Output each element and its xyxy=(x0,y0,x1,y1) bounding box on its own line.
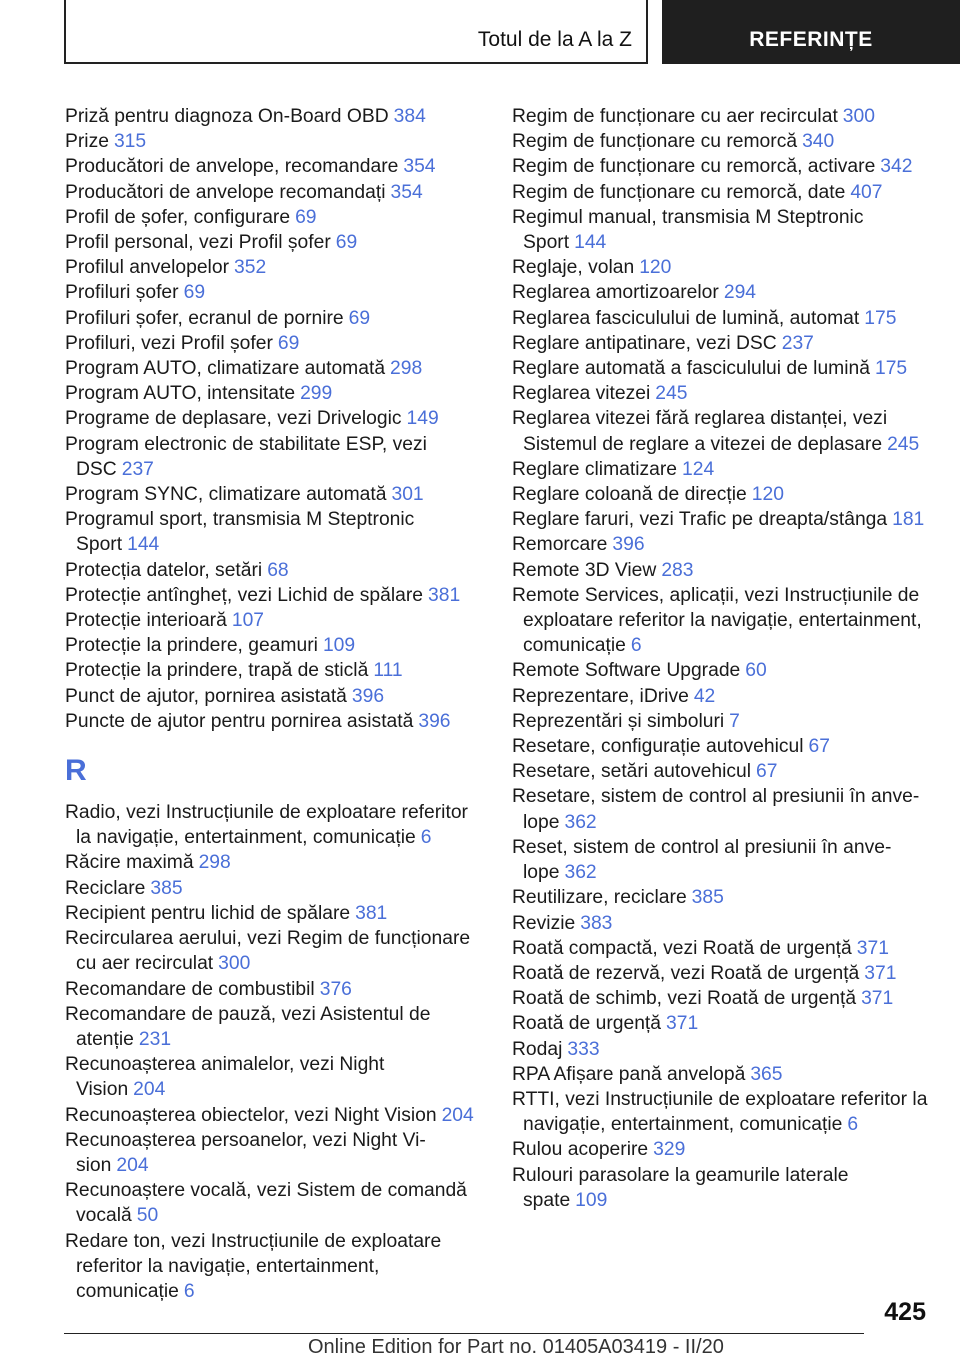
index-entry-page-link[interactable]: 283 xyxy=(661,559,694,581)
index-entry-text: Resetare, setări autovehicul xyxy=(512,761,752,783)
index-entry-page-link[interactable]: 42 xyxy=(693,685,716,707)
index-entry-page-link[interactable]: 342 xyxy=(880,156,913,178)
index-entry xyxy=(65,306,477,331)
index-entry xyxy=(65,356,477,381)
index-entry-text: Regim de funcționare cu aer recirculat xyxy=(512,106,838,127)
index-entry-text: Revizie xyxy=(512,912,576,934)
index-entry-page-link[interactable]: 333 xyxy=(567,1038,600,1060)
index-entry-text: Răcire maximă xyxy=(65,852,194,874)
index-entry xyxy=(65,180,477,205)
index-entry-page-link[interactable]: 298 xyxy=(198,852,231,874)
index-entry-text: Rodaj xyxy=(512,1038,563,1060)
index-entry-page-link[interactable]: 396 xyxy=(612,534,645,556)
index-entry xyxy=(65,850,477,875)
index-entry-text: Reset, sistem de control al presiunii în anvelope xyxy=(512,836,892,884)
index-entry-text: Recircularea aerului, vezi Regim de funcționare cu aer recirculat xyxy=(65,928,471,975)
index-entry-page-link[interactable]: 407 xyxy=(850,181,883,203)
index-entry-page-link[interactable]: 204 xyxy=(116,1154,149,1176)
header-tab[interactable] xyxy=(662,0,960,64)
index-entry-text: Reglarea amortizoarelor xyxy=(512,282,719,304)
index-entry-page-link[interactable]: 294 xyxy=(723,282,757,304)
index-entry xyxy=(65,658,477,683)
index-entry-text: Reglarea fasciculului de lumină, automat xyxy=(512,307,860,329)
index-entry-text: Profiluri șofer xyxy=(65,282,179,304)
index-entry-page-link[interactable]: 69 xyxy=(295,206,317,228)
index-list-r-right xyxy=(512,104,932,1213)
index-entry-page-link[interactable]: 6 xyxy=(630,635,642,657)
index-list-r-left xyxy=(65,800,477,1304)
index-entry-page-link[interactable]: 50 xyxy=(136,1205,159,1227)
index-entry xyxy=(65,381,477,406)
index-entry-text: Reglare climatizare xyxy=(512,458,678,480)
header-section-title: Totul de la A la Z xyxy=(477,28,632,51)
index-entry xyxy=(512,507,932,532)
index-entry xyxy=(512,381,932,406)
index-entry-page-link[interactable]: 385 xyxy=(691,887,724,909)
index-entry xyxy=(65,926,477,976)
index-entry-text: Profil de șofer, configurare xyxy=(65,206,291,228)
index-entry xyxy=(512,154,932,179)
index-entry xyxy=(512,734,932,759)
index-entry-text: Rulouri parasolare la geamurile laterale spate xyxy=(512,1164,849,1211)
index-entry xyxy=(512,532,932,557)
index-entry-page-link[interactable]: 365 xyxy=(750,1063,783,1085)
index-entry-page-link[interactable]: 69 xyxy=(348,307,371,329)
index-entry xyxy=(65,1128,477,1178)
index-entry xyxy=(512,1062,932,1087)
index-entry-text: Roată de rezervă, vezi Roată de urgență xyxy=(512,962,860,984)
index-entry-text: Reglaje, volan xyxy=(512,257,635,279)
index-entry-page-link[interactable]: 354 xyxy=(390,181,423,203)
index-entry xyxy=(512,331,932,356)
index-column-left xyxy=(65,104,477,1304)
index-entry xyxy=(65,432,477,482)
index-entry xyxy=(512,1163,932,1213)
index-entry-page-link[interactable]: 109 xyxy=(575,1189,608,1211)
index-entry-text: Roată de urgență xyxy=(512,1013,662,1035)
index-entry-page-link[interactable]: 7 xyxy=(729,710,740,732)
index-entry-text: Remote Services, aplicații, vezi Instrucțiunile de exploatare referitor la navigație, entertainment, comunicație xyxy=(512,584,922,657)
index-entry-page-link[interactable]: 6 xyxy=(847,1114,859,1136)
index-entry-text: Redare ton, vezi Instrucțiunile de exploatare referitor la navigație, entertainment, comunicație xyxy=(65,1230,442,1302)
index-entry-text: Recipient pentru lichid de spălare xyxy=(65,902,351,924)
index-entry-page-link[interactable]: 352 xyxy=(234,257,267,279)
index-entry-text: Recunoașterea persoanelor, vezi Night Vision xyxy=(65,1129,426,1176)
index-entry-page-link[interactable]: 109 xyxy=(322,635,356,657)
index-entry-page-link[interactable]: 237 xyxy=(781,332,814,354)
index-entry-page-link[interactable]: 120 xyxy=(751,484,784,506)
index-entry-page-link[interactable]: 340 xyxy=(802,131,835,153)
index-entry xyxy=(512,583,932,659)
index-entry xyxy=(65,406,477,431)
index-entry-page-link[interactable]: 299 xyxy=(300,383,333,405)
index-entry-page-link[interactable]: 144 xyxy=(127,534,160,556)
index-entry xyxy=(512,835,932,885)
index-entry-page-link[interactable]: 67 xyxy=(756,761,778,783)
header-section-box xyxy=(64,0,648,64)
index-entry xyxy=(512,709,932,734)
index-entry-text: Programe de deplasare, vezi Drivelogic xyxy=(65,408,402,430)
index-entry-page-link[interactable]: 396 xyxy=(418,710,451,732)
index-entry xyxy=(512,280,932,305)
footer-edition-text: Online Edition for Part no. 01405A03419 - II/20 xyxy=(308,1336,724,1358)
index-entry-page-link[interactable]: 6 xyxy=(420,827,432,849)
index-entry-text: Profiluri șofer, ecranul de pornire xyxy=(65,307,344,329)
index-entry xyxy=(512,129,932,154)
index-entry-page-link[interactable]: 69 xyxy=(277,332,300,354)
index-entry-page-link[interactable]: 149 xyxy=(406,408,439,430)
index-entry-page-link[interactable]: 315 xyxy=(113,131,147,153)
index-entry xyxy=(512,936,932,961)
index-entry-page-link[interactable]: 371 xyxy=(666,1013,699,1035)
section-letter: R xyxy=(65,754,87,788)
index-entry-page-link[interactable]: 371 xyxy=(861,988,894,1010)
index-entry-page-link[interactable]: 381 xyxy=(355,902,388,924)
index-entry-text: Program electronic de stabilitate ESP, vezi DSC xyxy=(65,433,427,480)
index-entry xyxy=(512,406,932,456)
index-entry xyxy=(65,1178,477,1228)
index-entry xyxy=(65,482,477,507)
index-entry xyxy=(65,633,477,658)
index-entry-text: Remote 3D View xyxy=(512,559,657,581)
index-entry-text: Regim de funcționare cu remorcă xyxy=(512,131,798,153)
index-entry-page-link[interactable]: 181 xyxy=(892,509,925,531)
index-entry-page-link[interactable]: 175 xyxy=(864,307,897,329)
index-entry xyxy=(512,457,932,482)
index-entry-text: Reglarea vitezei xyxy=(512,383,651,405)
index-entry xyxy=(65,1229,477,1305)
index-entry-page-link[interactable]: 245 xyxy=(655,383,688,405)
index-entry-page-link[interactable]: 60 xyxy=(745,660,767,682)
index-entry-text: Profil personal, vezi Profil șofer xyxy=(65,232,331,254)
index-entry xyxy=(512,684,932,709)
index-entry-page-link[interactable]: 354 xyxy=(403,156,436,178)
index-entry xyxy=(512,255,932,280)
index-entry-page-link[interactable]: 68 xyxy=(267,559,289,581)
index-entry xyxy=(512,1037,932,1062)
index-entry-text: Protecție interioară xyxy=(65,610,227,632)
index-entry xyxy=(65,331,477,356)
index-entry-text: RPA Afișare pană anvelopă xyxy=(512,1063,746,1085)
index-entry xyxy=(65,507,477,557)
index-entry xyxy=(512,205,932,255)
index-entry-text: Reutilizare, reciclare xyxy=(512,887,687,909)
index-entry-text: Roată de schimb, vezi Roată de urgență xyxy=(512,988,857,1010)
index-entry-page-link[interactable]: 237 xyxy=(121,458,154,480)
index-entry xyxy=(512,356,932,381)
index-entry-text: Recunoașterea animalelor, vezi Night Vision xyxy=(65,1054,385,1101)
index-entry xyxy=(65,1103,477,1128)
index-entry-page-link[interactable]: 231 xyxy=(138,1028,172,1050)
index-entry-text: RTTI, vezi Instrucțiunile de exploatare referitor la navigație, entertainment, comunicație xyxy=(512,1088,928,1136)
index-entry-page-link[interactable]: 385 xyxy=(150,877,183,899)
index-entry-text: Radio, vezi Instrucțiunile de exploatare referitor la navigație, entertainment, comunicație xyxy=(65,802,468,849)
index-entry xyxy=(512,658,932,683)
index-entry xyxy=(65,205,477,230)
index-entry xyxy=(512,1137,932,1162)
index-entry-text: Roată compactă, vezi Roată de urgență xyxy=(512,937,852,959)
index-entry xyxy=(512,759,932,784)
index-entry-text: Reciclare xyxy=(65,877,146,899)
index-entry-text: Program SYNC, climatizare automată xyxy=(65,484,387,506)
index-entry-text: Producători de anvelope recomandați xyxy=(65,181,386,203)
index-entry-text: Regim de funcționare cu remorcă, date xyxy=(512,181,846,203)
index-entry-text: Recunoașterea obiectelor, vezi Night Vision xyxy=(65,1104,437,1126)
index-entry-text: Resetare, configurație autovehicul xyxy=(512,736,804,758)
index-entry xyxy=(65,684,477,709)
index-entry xyxy=(512,104,932,129)
index-entry-page-link[interactable]: 144 xyxy=(574,232,607,254)
index-entry xyxy=(65,230,477,255)
index-entry-page-link[interactable]: 362 xyxy=(564,811,597,833)
index-entry-text: Reglare faruri, vezi Trafic pe dreapta/stânga xyxy=(512,509,888,531)
index-entry-page-link[interactable]: 175 xyxy=(874,358,908,380)
index-entry-text: Protecție la prindere, trapă de sticlă xyxy=(65,660,369,682)
index-entry-page-link[interactable]: 371 xyxy=(856,937,889,959)
index-entry xyxy=(65,800,477,850)
index-entry-page-link[interactable]: 301 xyxy=(391,484,424,506)
header-tab-label: REFERINȚE xyxy=(749,28,873,51)
index-entry-page-link[interactable]: 383 xyxy=(580,912,613,934)
index-entry xyxy=(65,583,477,608)
index-entry xyxy=(512,482,932,507)
index-entry-text: Reglare antipatinare, vezi DSC xyxy=(512,332,777,354)
index-entry-page-link[interactable]: 384 xyxy=(393,106,426,127)
index-entry-page-link[interactable]: 107 xyxy=(231,610,265,632)
index-entry-text: Protecție antîngheț, vezi Lichid de spălare xyxy=(65,584,423,606)
index-entry xyxy=(65,608,477,633)
index-entry-page-link[interactable]: 362 xyxy=(564,862,597,884)
index-entry xyxy=(512,1011,932,1036)
index-entry-page-link[interactable]: 69 xyxy=(183,282,206,304)
index-entry-text: Protecția datelor, setări xyxy=(65,559,263,581)
index-entry-text: Profilul anvelopelor xyxy=(65,257,229,279)
index-entry-page-link[interactable]: 396 xyxy=(351,685,385,707)
index-column-right xyxy=(512,104,932,1213)
index-entry xyxy=(65,977,477,1002)
index-entry-page-link[interactable]: 298 xyxy=(390,358,423,380)
index-entry-text: Prize xyxy=(65,131,109,153)
index-entry-page-link[interactable]: 381 xyxy=(428,584,461,606)
index-entry-page-link[interactable]: 300 xyxy=(842,106,875,127)
index-entry xyxy=(512,180,932,205)
index-entry-page-link[interactable]: 300 xyxy=(218,953,251,975)
index-entry-text: Rulou acoperire xyxy=(512,1139,649,1161)
index-entry xyxy=(512,306,932,331)
index-entry xyxy=(65,1052,477,1102)
index-entry-page-link[interactable]: 245 xyxy=(887,433,920,455)
index-entry-page-link[interactable]: 329 xyxy=(653,1139,686,1161)
index-entry-text: Reglare automată a fasciculului de lumină xyxy=(512,358,870,380)
index-entry-text: Remorcare xyxy=(512,534,608,556)
index-entry-text: Remote Software Upgrade xyxy=(512,660,741,682)
index-entry-page-link[interactable]: 204 xyxy=(133,1079,166,1101)
index-entry xyxy=(512,1087,932,1137)
index-entry-page-link[interactable]: 371 xyxy=(864,962,897,984)
index-entry-text: Priză pentru diagnoza On-Board OBD xyxy=(65,106,389,127)
index-entry-text: Reglare coloană de direcție xyxy=(512,484,747,506)
footer-divider xyxy=(64,1333,864,1334)
index-entry xyxy=(65,129,477,154)
index-entry-text: Regimul manual, transmisia M Steptronic Sport xyxy=(512,206,864,254)
index-entry xyxy=(65,104,477,129)
index-entry-text: Programul sport, transmisia M Steptronic Sport xyxy=(65,509,415,556)
index-entry-page-link[interactable]: 120 xyxy=(639,257,672,279)
index-entry-text: Reprezentare, iDrive xyxy=(512,685,689,707)
index-entry-page-link[interactable]: 69 xyxy=(335,232,358,254)
index-entry xyxy=(65,255,477,280)
index-list-p xyxy=(65,104,477,734)
index-entry xyxy=(512,784,932,834)
index-entry-text: Profiluri, vezi Profil șofer xyxy=(65,332,273,354)
index-entry xyxy=(65,901,477,926)
index-entry-text: Reglarea vitezei fără reglarea distanței, vezi Sistemul de reglare a vitezei de deplasare xyxy=(512,408,888,455)
index-entry xyxy=(512,558,932,583)
index-entry xyxy=(512,986,932,1011)
index-entry-text: Recunoaștere vocală, vezi Sistem de comandă vocală xyxy=(65,1180,467,1227)
index-entry-text: Punct de ajutor, pornirea asistată xyxy=(65,685,347,707)
index-entry-text: Regim de funcționare cu remorcă, activare xyxy=(512,156,876,178)
index-entry-page-link[interactable]: 124 xyxy=(682,458,715,480)
index-entry xyxy=(65,280,477,305)
index-entry-text: Producători de anvelope, recomandare xyxy=(65,156,399,178)
index-entry xyxy=(512,961,932,986)
index-entry-text: Reprezentări și simboluri xyxy=(512,710,725,732)
index-entry xyxy=(512,885,932,910)
index-entry-text: Program AUTO, climatizare automată xyxy=(65,358,386,380)
index-entry-page-link[interactable]: 204 xyxy=(441,1104,474,1126)
index-entry-text: Protecție la prindere, geamuri xyxy=(65,635,318,657)
index-entry-text: Resetare, sistem de control al presiunii în anvelope xyxy=(512,786,920,833)
index-entry-page-link[interactable]: 67 xyxy=(808,736,830,758)
index-entry xyxy=(512,911,932,936)
index-entry xyxy=(65,709,477,734)
index-entry xyxy=(65,876,477,901)
index-entry-page-link[interactable]: 6 xyxy=(183,1280,195,1302)
index-entry xyxy=(65,154,477,179)
index-entry-text: Program AUTO, intensitate xyxy=(65,383,296,405)
index-entry-text: Puncte de ajutor pentru pornirea asistată xyxy=(65,710,414,732)
page-number: 425 xyxy=(884,1298,926,1326)
index-entry-text: Recomandare de pauză, vezi Asistentul de atenție xyxy=(65,1003,431,1050)
index-entry-page-link[interactable]: 111 xyxy=(373,660,403,682)
index-entry xyxy=(65,1002,477,1052)
index-entry-page-link[interactable]: 376 xyxy=(319,978,352,1000)
index-entry xyxy=(65,558,477,583)
index-entry-text: Recomandare de combustibil xyxy=(65,978,315,1000)
